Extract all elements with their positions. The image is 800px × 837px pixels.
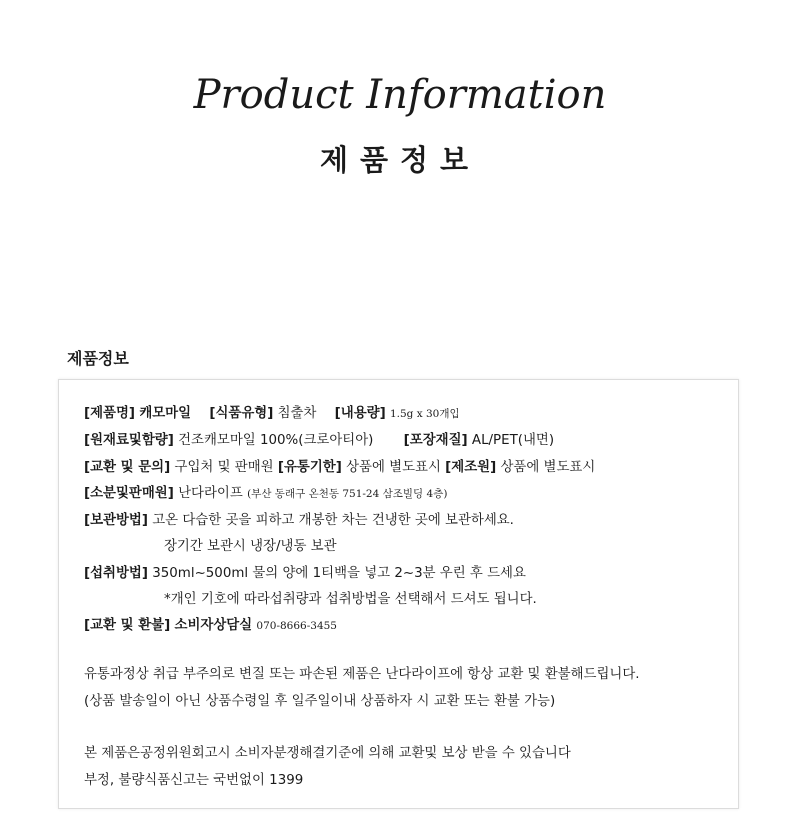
storage-value: 고온 다습한 곳을 피하고 개봉한 차는 건냉한 곳에 보관하세요.	[152, 513, 514, 528]
maker-label: [제조원]	[445, 460, 497, 475]
info-row-exchange	[84, 459, 595, 477]
packaging-value: AL/PET(내면)	[471, 433, 555, 448]
intake-value: 350ml~500ml 물의 양에 1티백을 넣고 2~3분 우린 후 드세요	[152, 566, 526, 581]
expiry-value: 상품에 별도표시	[346, 460, 441, 475]
intake-note: *개인 기호에 따라섭취량과 섭취방법을 선택해서 드셔도 됩니다.	[164, 592, 537, 607]
product-name-label: [제품명]	[84, 406, 136, 421]
packaging-label: [포장재질]	[403, 433, 468, 448]
refund-label: [교환 및 환불]	[84, 618, 171, 633]
food-type-label: [식품유형]	[209, 406, 274, 421]
info-row-product	[84, 405, 460, 423]
ingredient-value: 건조캐모마일 100%(크로아티아)	[178, 433, 374, 448]
ingredient-label: [원재료및함량]	[84, 433, 174, 448]
info-row-refund	[84, 617, 337, 635]
product-name-value: 캐모마일	[139, 406, 192, 421]
expiry-label: [유통기한]	[277, 460, 342, 475]
info-row-intake	[84, 565, 526, 583]
storage-note: 장기간 보관시 냉장/냉동 보관	[164, 539, 337, 554]
info-row-seller	[84, 485, 447, 503]
notice-line-4: 부정, 불량식품신고는 국번없이 1399	[84, 773, 304, 788]
seller-value: 난다라이프	[178, 486, 243, 501]
content-value: 1.5g x 30개입	[389, 408, 460, 420]
seller-address: (부산 동래구 온천동 751-24 삼조빌딩 4층)	[247, 488, 448, 500]
info-row-ingredients	[84, 432, 554, 450]
page-title-korean: 제품정보	[319, 143, 481, 177]
notice-line-3: 본 제품은공정위원회고시 소비자분쟁해결기준에 의해 교환및 보상 받을 수 있습니다	[84, 746, 571, 761]
refund-value: 소비자상담실	[174, 618, 253, 633]
content-label: [내용량]	[334, 406, 386, 421]
seller-label: [소분및판매원]	[84, 486, 174, 501]
notice-line-2: (상품 발송일이 아닌 상품수령일 후 일주일이내 상품하자 시 교환 또는 환불 가능)	[84, 694, 556, 709]
page-title-english: Product Information	[193, 72, 607, 118]
refund-phone: 070-8666-3455	[256, 620, 337, 632]
maker-value: 상품에 별도표시	[500, 460, 596, 475]
storage-label: [보관방법]	[84, 513, 148, 528]
notice-line-1: 유통과정상 취급 부주의로 변질 또는 파손된 제품은 난다라이프에 항상 교환 및 환불해드립니다.	[84, 667, 640, 682]
intake-label: [섭취방법]	[84, 566, 148, 581]
section-label: 제품정보	[67, 349, 129, 368]
info-row-storage	[84, 512, 514, 530]
exchange-value: 구입처 및 판매원	[174, 460, 274, 475]
food-type-value: 침출차	[277, 406, 317, 421]
exchange-label: [교환 및 문의]	[84, 460, 171, 475]
